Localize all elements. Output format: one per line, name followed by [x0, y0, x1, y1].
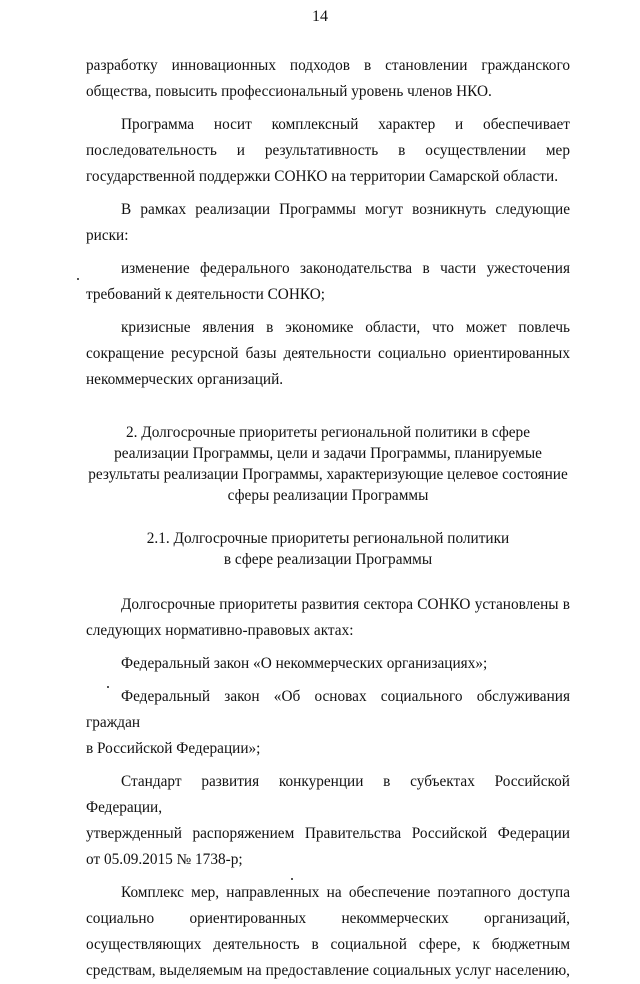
text-line: социально ориентированных некоммерческих организаций,	[86, 910, 570, 927]
text-line: Программа носит комплексный характер и обеспечивает	[121, 116, 570, 133]
text-line: последовательность и результативность в осуществлении мер	[86, 142, 570, 159]
text-line: Федеральный закон «О некоммерческих организациях»;	[121, 655, 488, 672]
scan-speck	[77, 278, 79, 280]
text-line: от 05.09.2015 № 1738-р;	[86, 851, 243, 868]
text-line: сокращение ресурсной базы деятельности социально ориентированных	[86, 345, 570, 362]
document-body	[86, 53, 570, 984]
paragraphs-bottom	[86, 592, 570, 984]
paragraph	[86, 315, 570, 393]
paragraph	[86, 684, 570, 762]
paragraph	[86, 769, 570, 873]
text-line: разработку инновационных подходов в становлении гражданского	[86, 57, 570, 74]
section-heading	[86, 422, 570, 506]
paragraph	[86, 112, 570, 190]
paragraph	[86, 197, 570, 249]
text-line: некоммерческих организаций.	[86, 371, 284, 388]
scan-speck	[291, 878, 293, 880]
text-line: риски:	[86, 227, 129, 244]
text-line: кризисные явления в экономике области, что может повлечь	[121, 319, 570, 336]
text-line: Комплекс мер, направленных на обеспечение поэтапного доступа	[121, 884, 570, 901]
text-line: средствам, выделяемым на предоставление социальных услуг населению,	[86, 962, 570, 979]
paragraphs-top	[86, 53, 570, 393]
text-line: общества, повысить профессиональный уровень членов НКО.	[86, 83, 492, 100]
paragraph	[86, 651, 570, 677]
scan-speck	[107, 686, 109, 688]
text-line: В рамках реализации Программы могут возникнуть следующие	[121, 201, 570, 218]
heading-line: 2. Долгосрочные приоритеты региональной политики в сфере	[125, 424, 530, 441]
text-line: утвержденный распоряжением Правительства Российской Федерации	[86, 825, 570, 842]
text-line: Федеральный закон «Об основах социального обслуживания граждан	[86, 688, 570, 731]
text-line: в Российской Федерации»;	[86, 740, 261, 757]
text-line: изменение федерального законодательства в части ужесточения	[121, 260, 570, 277]
text-line: государственной поддержки СОНКО на территории Самарской области.	[86, 168, 559, 185]
heading-line: результаты реализации Программы, характеризующие целевое состояние	[88, 466, 568, 483]
text-line: Стандарт развития конкуренции в субъектах Российской Федерации,	[86, 773, 570, 816]
text-line: осуществляющих деятельность в социальной сфере, к бюджетным	[86, 936, 570, 953]
page-number: 14	[312, 8, 328, 25]
heading-line: реализации Программы, цели и задачи Программы, планируемые	[114, 445, 542, 462]
paragraph	[86, 256, 570, 308]
text-line: Долгосрочные приоритеты развития сектора СОНКО установлены в	[121, 596, 570, 613]
heading-line: 2.1. Долгосрочные приоритеты региональной политики	[146, 530, 510, 547]
text-line: требований к деятельности СОНКО;	[86, 286, 325, 303]
paragraph	[86, 592, 570, 644]
heading-line: сферы реализации Программы	[227, 487, 429, 504]
heading-line: в сфере реализации Программы	[223, 551, 433, 568]
paragraph	[86, 880, 570, 984]
paragraph	[86, 53, 570, 105]
subsection-heading	[86, 528, 570, 570]
text-line: следующих нормативно-правовых актах:	[86, 622, 354, 639]
